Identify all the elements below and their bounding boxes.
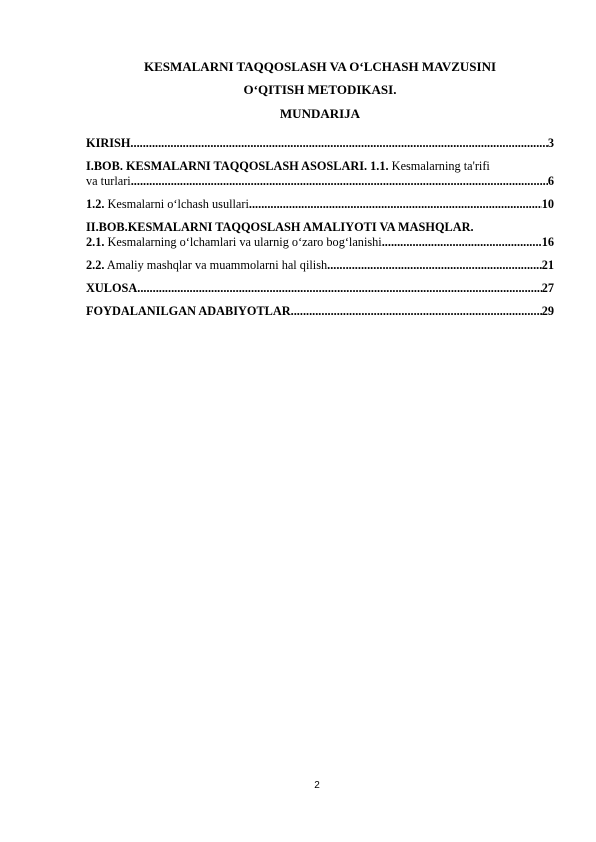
- toc-entry-label: I.BOB. KESMALARNI TAQQOSLASH ASOSLARI. 1.1.: [86, 159, 389, 173]
- toc-entry-1-2[interactable]: [86, 197, 554, 212]
- toc-entry-text: Amaliy mashqlar va muammolarni hal qilish: [104, 258, 328, 272]
- toc-page-number: 29: [541, 304, 554, 318]
- toc-leader-dots: [130, 136, 547, 151]
- document-title-line1: KESMALARNI TAQQOSLASH VA O‘LCHASH MAVZUSINI: [143, 59, 497, 74]
- toc-leader-dots: [249, 197, 542, 212]
- toc-entry-xulosa[interactable]: [86, 281, 554, 296]
- toc-page-number: 16: [541, 235, 554, 249]
- toc-heading: MUNDARIJA: [279, 106, 361, 121]
- toc-entry-2-2[interactable]: [86, 258, 554, 273]
- toc-entry-label: KIRISH: [86, 136, 131, 150]
- toc-page-number: 6: [547, 174, 554, 188]
- toc-entry-label: 1.2.: [86, 197, 105, 211]
- toc-entry-continuation: va turlari: [86, 174, 131, 188]
- table-of-contents: [86, 136, 554, 327]
- toc-entry-text: Kesmalarning o‘lchamlari va ularnig o‘zaro bog‘lanishi: [104, 235, 382, 249]
- toc-entry-text: Kesmalarni o‘lchash usullari: [104, 197, 249, 211]
- toc-entry-label: XULOSA: [86, 281, 138, 295]
- toc-page-number: 10: [541, 197, 554, 211]
- toc-entry-label: 2.2.: [86, 258, 105, 272]
- toc-leader-dots: [291, 304, 542, 319]
- toc-entry-chapter-2[interactable]: [86, 220, 554, 250]
- toc-entry-label: FOYDALANILGAN ADABIYOTLAR: [86, 304, 291, 318]
- toc-entry-chapter-1[interactable]: [86, 159, 554, 189]
- toc-entry-kirish[interactable]: [86, 136, 554, 151]
- toc-entry-text: Kesmalarning ta'rifi: [388, 159, 490, 173]
- toc-leader-dots: [382, 235, 542, 250]
- toc-page-number: 27: [541, 281, 554, 295]
- page-number: 2: [314, 780, 320, 791]
- toc-page-number: 21: [541, 258, 554, 272]
- toc-page-number: 3: [547, 136, 554, 150]
- toc-leader-dots: [131, 174, 548, 189]
- toc-entry-adabiyotlar[interactable]: [86, 304, 554, 319]
- toc-entry-label: II.BOB.KESMALARNI TAQQOSLASH AMALIYOTI VA MASHQLAR.: [86, 220, 474, 234]
- toc-entry-sub-label: 2.1.: [86, 235, 105, 249]
- toc-leader-dots: [137, 281, 541, 296]
- document-title-line2: O‘QITISH METODIKASI.: [243, 82, 397, 97]
- toc-leader-dots: [327, 258, 542, 273]
